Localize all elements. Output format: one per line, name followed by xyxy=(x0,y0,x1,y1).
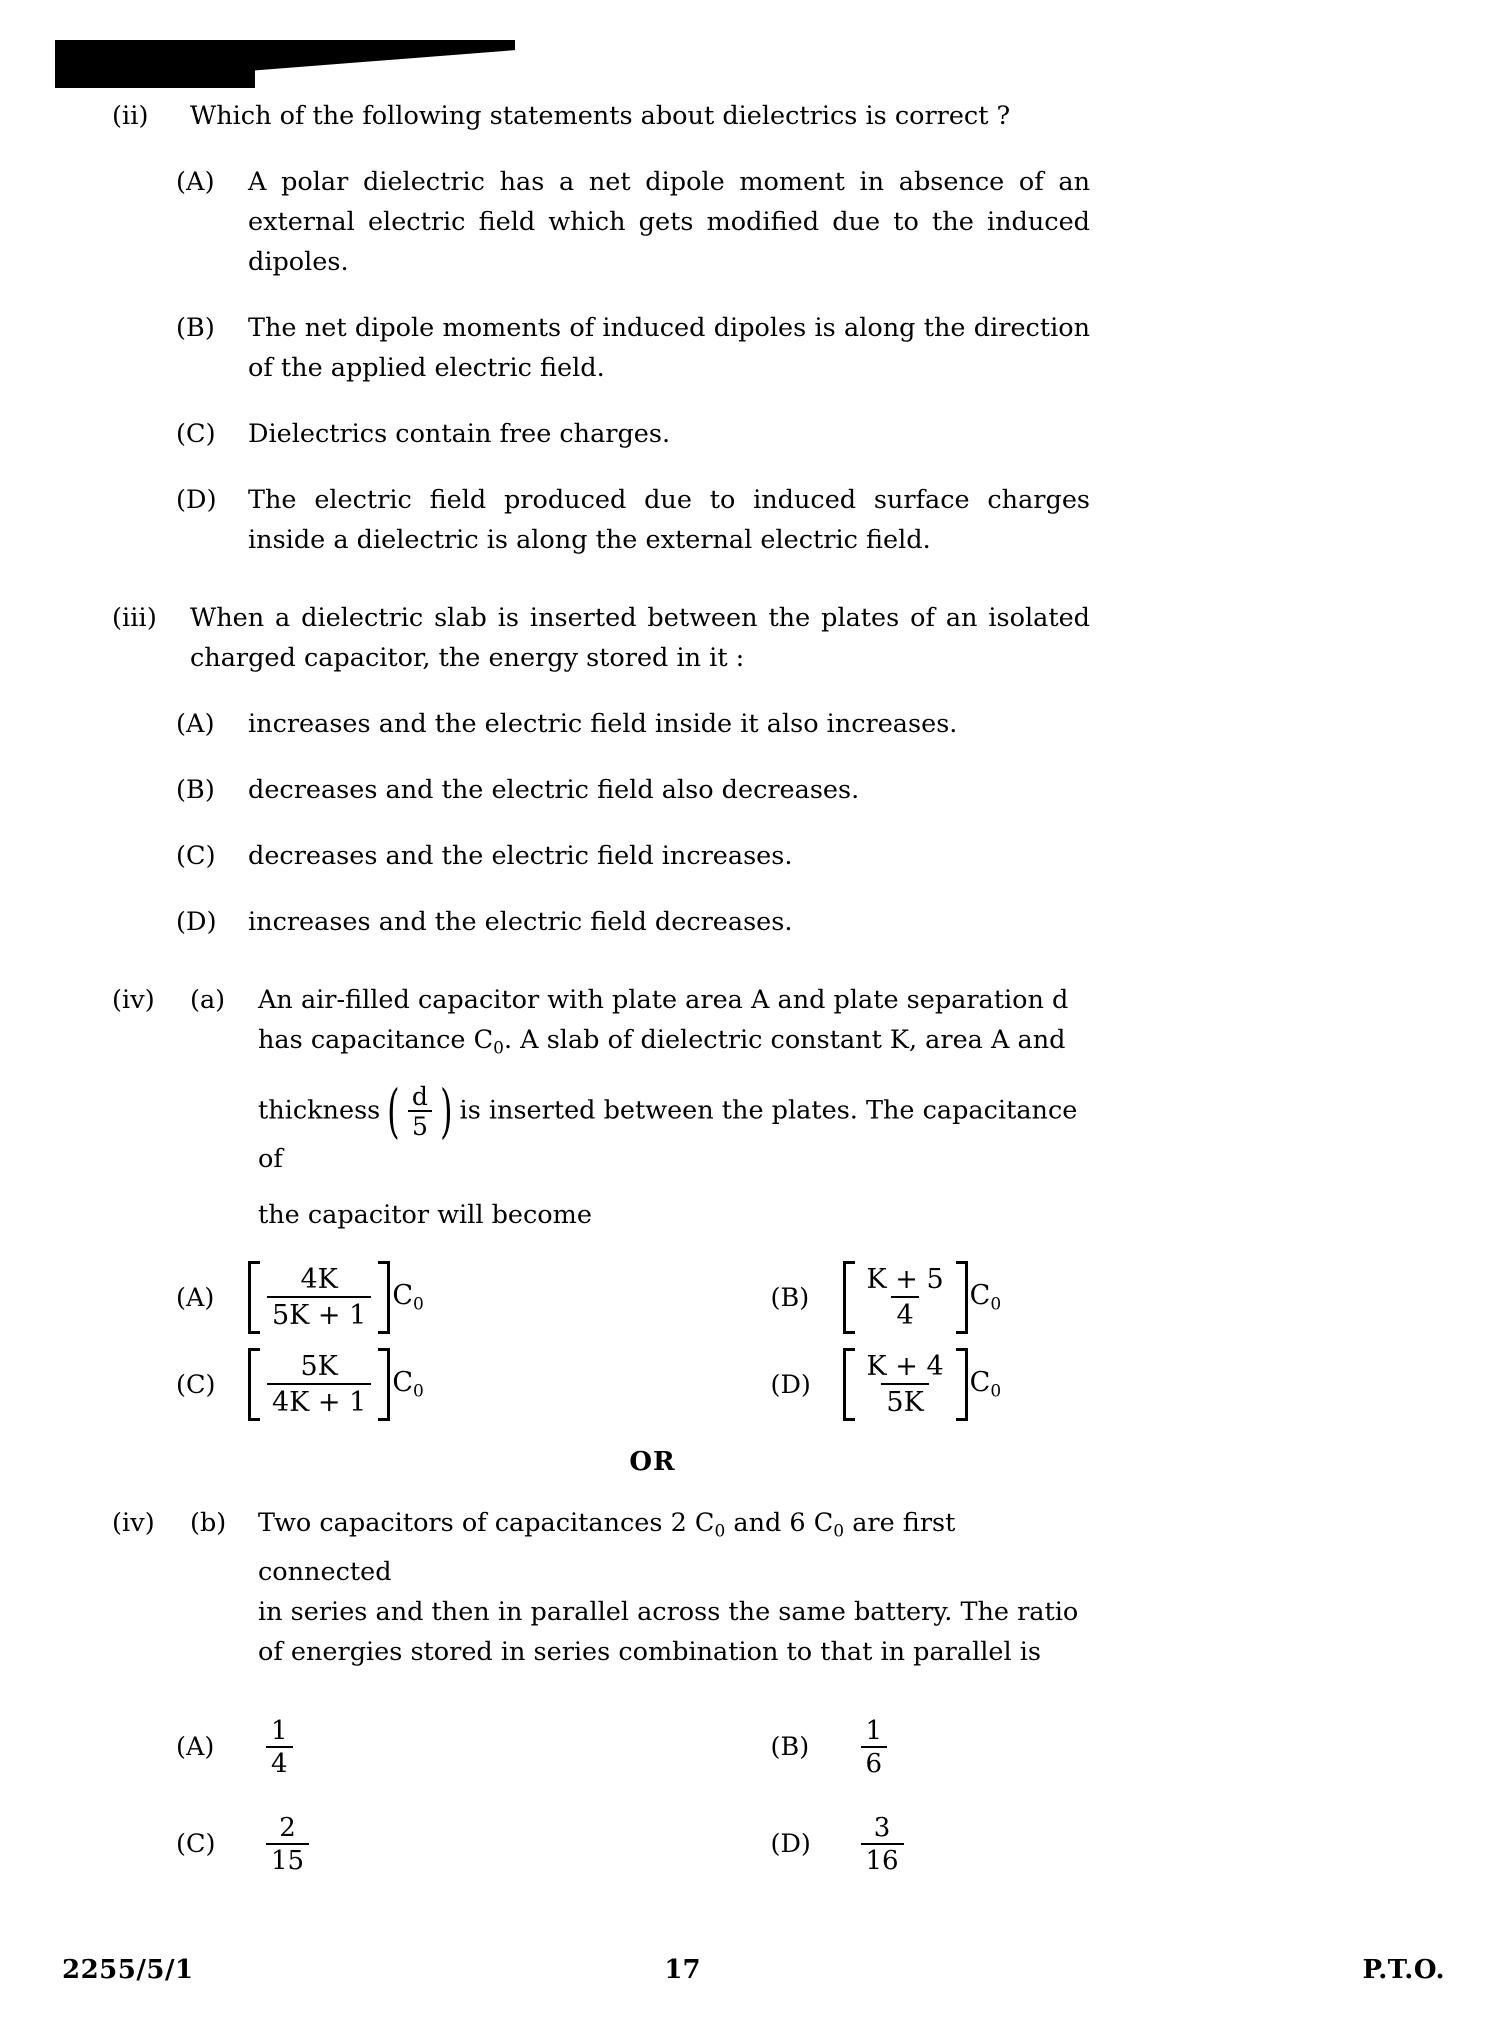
question-stem: When a dielectric slab is inserted between the plates of an isolated charged capacitor, the energy stored in it : xyxy=(190,603,1090,673)
fraction-numerator: 2 xyxy=(279,1812,296,1843)
or-separator: OR xyxy=(629,1447,676,1478)
page-number: 17 xyxy=(664,1955,701,1985)
option-label: (C) xyxy=(176,841,216,871)
stem-line-2: in series and then in parallel across the same battery. The ratio xyxy=(258,1596,1079,1627)
option-ii-D xyxy=(0,480,1505,560)
option-label: (D) xyxy=(770,1369,811,1400)
option-expression xyxy=(248,1348,424,1421)
option-text: A polar dielectric has a net dipole moment in absence of an external electric field which gets modified due to the induced dipoles. xyxy=(248,167,1090,277)
option-label: (C) xyxy=(176,1369,216,1400)
question-submarker: (a) xyxy=(190,985,226,1015)
stem-text: . A slab of dielectric constant K, area A and xyxy=(503,1025,1066,1055)
subscript-zero: 0 xyxy=(714,1521,726,1542)
question-marker: (ii) xyxy=(112,101,149,131)
stem-line-1 xyxy=(258,1503,1090,1591)
option-text: decreases and the electric field increases. xyxy=(248,841,793,871)
stem-line-2 xyxy=(258,1020,1090,1068)
option-expression xyxy=(843,1348,1002,1421)
option-iv-b-D xyxy=(770,1812,1366,1876)
fraction-denominator: 4K + 1 xyxy=(267,1383,371,1416)
stem-line-3: of energies stored in series combination to that in parallel is xyxy=(258,1636,1041,1667)
option-iv-a-D xyxy=(771,1348,1366,1421)
fraction-numerator: K + 4 xyxy=(866,1351,944,1383)
options-iv-b-row-1 xyxy=(176,1715,1365,1779)
option-iv-b-B xyxy=(770,1715,1366,1779)
right-bracket xyxy=(956,1348,968,1421)
stem-line-1: An air-filled capacitor with plate area A and plate separation d xyxy=(258,985,1069,1015)
stem-line-4: the capacitor will become xyxy=(258,1200,592,1231)
option-iii-C xyxy=(0,836,1505,876)
option-label: (D) xyxy=(176,485,217,515)
left-paren: ( xyxy=(387,1077,400,1146)
fraction-denominator: 5 xyxy=(408,1110,432,1139)
right-bracket xyxy=(378,1261,390,1334)
left-bracket xyxy=(843,1261,855,1334)
option-fraction xyxy=(266,1812,309,1876)
option-iii-B xyxy=(0,770,1505,810)
option-label: (B) xyxy=(176,775,215,805)
option-text: Dielectrics contain free charges. xyxy=(248,419,671,449)
question-stem xyxy=(258,1503,1090,1671)
expression-tail: $C_0$ xyxy=(392,1280,424,1315)
fraction-numerator: 5K xyxy=(300,1351,338,1383)
option-iii-A xyxy=(0,704,1505,744)
stem-line-3 xyxy=(258,1077,1090,1179)
fraction-denominator: 5K xyxy=(881,1383,928,1416)
pto-label: P.T.O. xyxy=(1362,1955,1445,1985)
option-label: (A) xyxy=(176,167,215,197)
stem-text: are first connected xyxy=(258,1508,956,1587)
stem-text: and 6 C xyxy=(725,1508,834,1539)
fraction-denominator: 15 xyxy=(266,1843,309,1874)
option-text: decreases and the electric field also decreases. xyxy=(248,775,860,805)
fraction-denominator: 5K + 1 xyxy=(267,1296,371,1329)
option-label: (A) xyxy=(176,1732,215,1763)
right-paren: ) xyxy=(440,1077,453,1146)
option-label: (B) xyxy=(770,1732,810,1763)
page-footer xyxy=(0,1948,1505,1992)
option-text: increases and the electric field inside it also increases. xyxy=(248,709,958,739)
subscript-zero: 0 xyxy=(990,1381,1002,1402)
fraction-numerator: 1 xyxy=(271,1715,288,1746)
subscript-zero: 0 xyxy=(413,1381,424,1402)
fraction-numerator: 4K xyxy=(300,1264,338,1296)
option-text: The net dipole moments of induced dipoles is along the direction of the applied electric field. xyxy=(248,313,1090,383)
question-stem: Which of the following statements about dielectrics is correct ? xyxy=(190,101,1011,131)
option-label: (C) xyxy=(176,1829,216,1860)
fraction-numerator: 3 xyxy=(873,1812,891,1843)
stem-text: is inserted between the plates. The capacitance of xyxy=(258,1095,1078,1175)
fraction-numerator: 1 xyxy=(865,1715,883,1746)
question-marker: (iv) xyxy=(112,1508,155,1539)
option-text: increases and the electric field decreases. xyxy=(248,907,793,937)
option-iv-a-A xyxy=(176,1261,771,1334)
expression-tail: $C_0$ xyxy=(969,1280,1002,1315)
option-iv-b-A xyxy=(176,1715,771,1779)
fraction-denominator: 6 xyxy=(861,1746,888,1777)
fraction-denominator: 4 xyxy=(891,1296,918,1329)
subscript-zero: 0 xyxy=(990,1294,1002,1315)
subscript-zero: 0 xyxy=(493,1038,504,1059)
question-ii xyxy=(0,96,1505,136)
fraction-numerator: d xyxy=(411,1082,428,1112)
option-fraction xyxy=(861,1715,888,1779)
right-bracket xyxy=(378,1348,390,1421)
fraction-denominator: 4 xyxy=(266,1746,293,1777)
option-label: (A) xyxy=(176,709,215,739)
option-label: (B) xyxy=(770,1282,810,1313)
option-label: (C) xyxy=(176,419,216,449)
fraction-numerator: K + 5 xyxy=(866,1264,944,1296)
fraction-denominator: 16 xyxy=(861,1843,904,1874)
option-fraction xyxy=(266,1715,293,1779)
option-ii-B xyxy=(0,308,1505,388)
left-bracket xyxy=(248,1348,260,1421)
option-iv-b-C xyxy=(176,1812,771,1876)
right-bracket xyxy=(956,1261,968,1334)
question-iii xyxy=(0,598,1505,678)
option-label: (A) xyxy=(176,1282,215,1313)
option-fraction xyxy=(861,1812,904,1876)
stem-text: has capacitance C xyxy=(258,1025,494,1055)
left-bracket xyxy=(843,1348,855,1421)
option-label: (B) xyxy=(176,313,215,343)
option-expression xyxy=(248,1261,424,1334)
paper-code: 2255/5/1 xyxy=(62,1955,194,1985)
option-ii-C xyxy=(0,414,1505,454)
question-marker: (iv) xyxy=(112,985,155,1015)
options-iv-a-row-1 xyxy=(176,1261,1365,1334)
option-expression xyxy=(843,1261,1002,1334)
stem-text: thickness xyxy=(258,1095,381,1126)
question-marker: (iii) xyxy=(112,603,157,633)
option-iii-D xyxy=(0,902,1505,942)
option-ii-A xyxy=(0,162,1505,282)
options-iv-a-row-2 xyxy=(176,1348,1365,1421)
expression-tail: $C_0$ xyxy=(969,1367,1002,1402)
option-iv-a-C xyxy=(176,1348,771,1421)
question-stem xyxy=(258,980,1090,1235)
stem-text: Two capacitors of capacitances 2 C xyxy=(258,1508,715,1539)
expression-tail: $C_0$ xyxy=(392,1367,424,1402)
inline-fraction-d-over-5 xyxy=(382,1077,457,1146)
question-submarker: (b) xyxy=(190,1508,227,1539)
left-bracket xyxy=(248,1261,260,1334)
question-iv-b xyxy=(0,1503,1505,1671)
subscript-zero: 0 xyxy=(833,1521,845,1542)
options-iv-b-row-2 xyxy=(176,1812,1365,1876)
option-iv-a-B xyxy=(771,1261,1366,1334)
subscript-zero: 0 xyxy=(413,1294,424,1315)
question-iv-a xyxy=(0,980,1505,1235)
option-label: (D) xyxy=(770,1829,811,1860)
option-label: (D) xyxy=(176,907,217,937)
option-text: The electric field produced due to induced surface charges inside a dielectric is along the external electric field. xyxy=(248,485,1090,555)
